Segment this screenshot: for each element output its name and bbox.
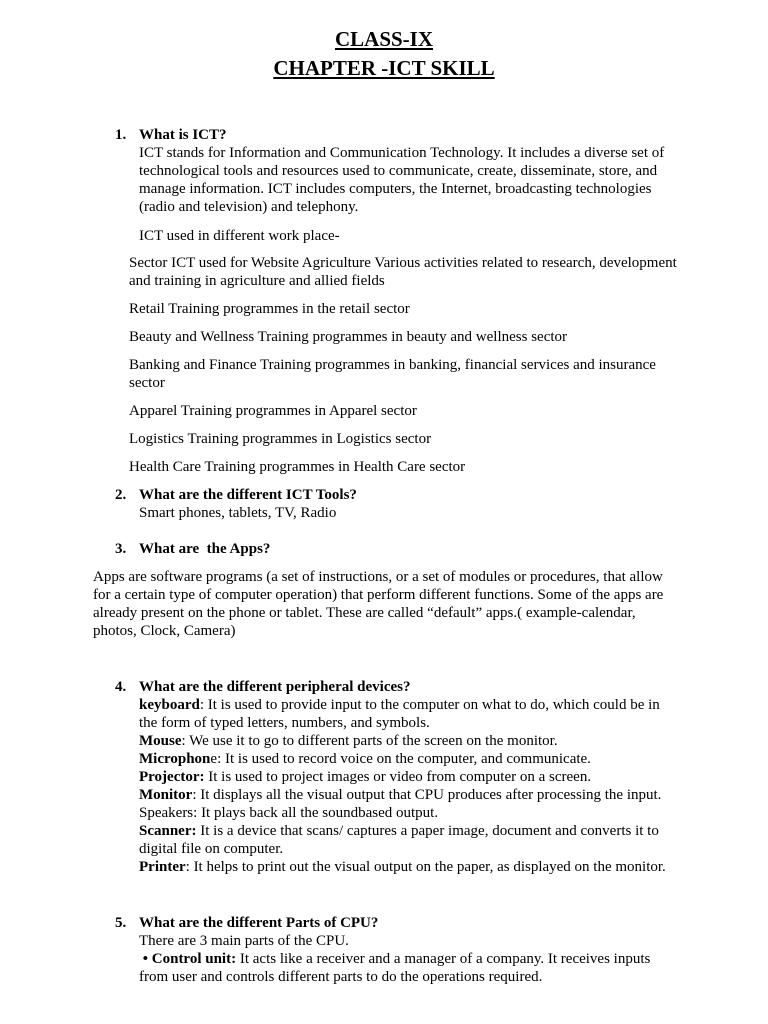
question-1-answer: ICT stands for Information and Communication Technology. It includes a diverse set of technological tools and resources used to communicate, create, disseminate, store, and manage information. ICT includes computers, the Internet, broadcasting technologies (radio and television) and telephony. xyxy=(139,145,665,215)
sector-item: Beauty and Wellness Training programmes in beauty and wellness sector xyxy=(129,329,568,345)
question-2-answer: Smart phones, tablets, TV, Radio xyxy=(139,505,337,521)
device-mouse: Mouse: We use it to go to different parts of the screen on the monitor. xyxy=(139,733,558,749)
sector-item: Banking and Finance Training programmes in banking, financial services and insurance sector xyxy=(129,357,656,391)
page-title: CLASS-IX xyxy=(334,27,434,51)
sector-item: Sector ICT used for Website Agriculture Various activities related to research, development and training in agriculture and allied fields xyxy=(129,255,677,289)
device-monitor: Monitor: It displays all the visual output that CPU produces after processing the input. Speakers: It plays back all the soundbased output. xyxy=(139,787,662,821)
question-2-heading: What are the different ICT Tools? xyxy=(139,487,357,503)
question-number-1: 1. xyxy=(115,127,127,143)
question-number-4: 4. xyxy=(115,679,127,695)
device-keyboard: keyboard: It is used to provide input to the computer on what to do, which could be in the form of typed letters, numbers, and symbols. xyxy=(139,697,660,731)
cpu-intro: There are 3 main parts of the CPU. xyxy=(139,933,349,949)
page-subtitle: CHAPTER -ICT SKILL xyxy=(273,56,495,80)
workplace-heading: ICT used in different work place- xyxy=(139,228,340,244)
question-number-5: 5. xyxy=(115,915,127,931)
sector-item: Logistics Training programmes in Logistics sector xyxy=(129,431,432,447)
question-4-heading: What are the different peripheral devices? xyxy=(139,679,411,695)
device-projector: Projector: It is used to project images or video from computer on a screen. xyxy=(139,769,592,785)
question-1-heading: What is ICT? xyxy=(139,127,227,143)
question-3-answer: Apps are software programs (a set of instructions, or a set of modules or procedures, that allow for a certain type of computer operation) that perform different functions. Some of the apps are already present on the phone or tablet. These are called “default” apps.( example-calendar, photos, Clock, Camera) xyxy=(93,569,664,639)
device-microphone: Microphone: It is used to record voice on the computer, and communicate. xyxy=(139,751,591,767)
question-number-3: 3. xyxy=(115,541,127,557)
sector-item: Retail Training programmes in the retail sector xyxy=(129,301,410,317)
sector-item: Health Care Training programmes in Health Care sector xyxy=(129,459,466,475)
cpu-part-control-unit: • Control unit: It acts like a receiver and a manager of a company. It receives inputs from user and controls different parts to do the operations required. xyxy=(139,951,651,985)
question-5-heading: What are the different Parts of CPU? xyxy=(139,915,379,931)
device-printer: Printer: It helps to print out the visual output on the paper, as displayed on the monitor. xyxy=(139,859,666,875)
device-scanner: Scanner: It is a device that scans/ captures a paper image, document and converts it to digital file on computer. xyxy=(139,823,659,857)
question-3-heading: What are the Apps? xyxy=(139,541,271,557)
sector-item: Apparel Training programmes in Apparel sector xyxy=(129,403,417,419)
question-number-2: 2. xyxy=(115,487,127,503)
